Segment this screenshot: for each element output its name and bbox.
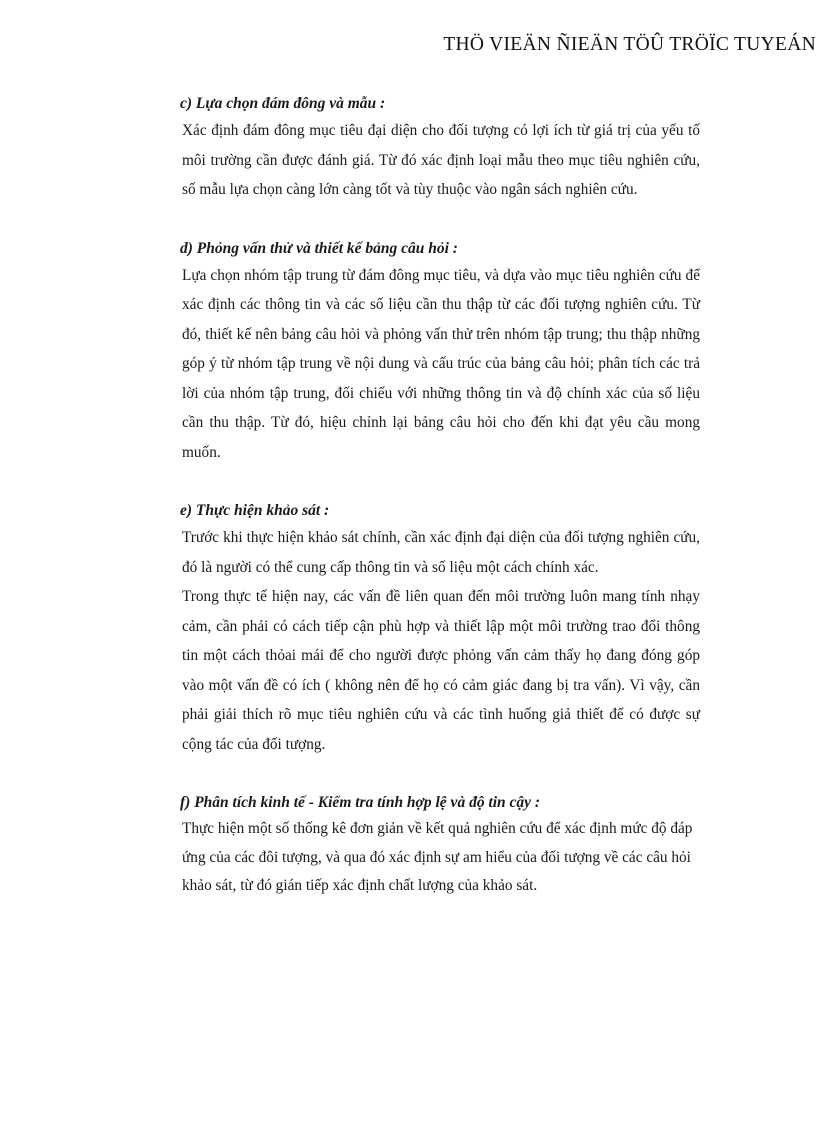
page-header: THÖ VIEÄN ÑIEÄN TÖÛ TRÖÏC TUYEÁN <box>443 34 816 55</box>
section-d <box>182 237 700 468</box>
section-heading: f) Phân tích kinh tế - Kiểm tra tính hợp lệ và độ tin cậy : <box>180 794 541 811</box>
section-c <box>182 92 700 205</box>
section-heading: e) Thực hiện khảo sát : <box>180 502 330 519</box>
paragraph: Trong thực tế hiện nay, các vấn đề liên quan đến môi trường luôn mang tính nhạy cảm, cần phải có cách tiếp cận phù hợp và thiết lập một môi trường trao đổi thông tin một cách thỏai mái để cho người được phỏng vấn cảm thấy họ đang đóng góp vào một vấn đề có ích ( không nên để họ có cảm giác đang bị tra vấn). Vì vậy, cần phải giải thích rõ mục tiêu nghiên cứu và các tình huống giả thiết để có được sự cộng tác của đối tượng. <box>182 588 700 753</box>
section-f <box>182 791 700 901</box>
document-body <box>182 92 700 901</box>
section-heading: c) Lựa chọn đám đông và mẫu : <box>180 95 386 112</box>
paragraph: Lựa chọn nhóm tập trung từ đám đông mục tiêu, và dựa vào mục tiêu nghiên cứu để xác định các thông tin và các số liệu cần thu thập từ các đối tượng nghiên cứu. Từ đó, thiết kế nên bảng câu hỏi và phỏng vấn thử trên nhóm tập trung; thu thập những góp ý từ nhóm tập trung về nội dung và cấu trúc của bảng câu hỏi; phân tích các trả lời của nhóm tập trung, đối chiếu với những thông tin và độ chính xác của số liệu cần thu thập. Từ đó, hiệu chỉnh lại bảng câu hỏi cho đến khi đạt yêu cầu mong muốn. <box>182 266 700 461</box>
paragraph: Trước khi thực hiện khảo sát chính, cần xác định đại diện của đối tượng nghiên cứu, đó là người có thể cung cấp thông tin và số liệu một cách chính xác. <box>182 529 700 576</box>
paragraph: Xác định đám đông mục tiêu đại diện cho đối tượng có lợi ích từ giá trị của yếu tố môi trường cần được đánh giá. Từ đó xác định loại mẫu theo mục tiêu nghiên cứu, số mẫu lựa chọn càng lớn càng tốt và tùy thuộc vào ngân sách nghiên cứu. <box>182 122 700 198</box>
section-heading: d) Phỏng vấn thử và thiết kế bảng câu hỏi : <box>180 239 458 257</box>
paragraph: Thực hiện một số thống kê đơn giản về kết quả nghiên cứu để xác định mức độ đáp ứng của các đôi tượng, và qua đó xác định sự am hiểu của đối tượng về các câu hỏi khảo sát, từ đó gián tiếp xác định chất lượng của khảo sát. <box>182 820 693 894</box>
section-e <box>182 499 700 759</box>
